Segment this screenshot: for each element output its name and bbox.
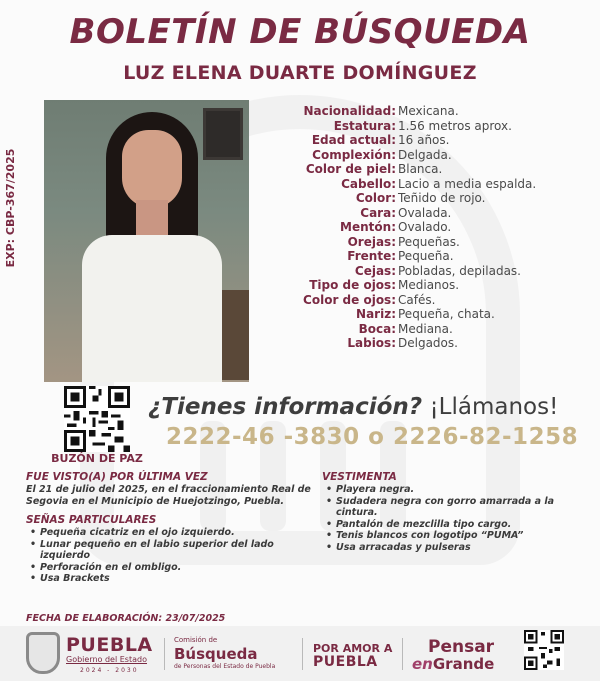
info-question-text: ¿Tienes información?	[148, 394, 423, 420]
busqueda-logo-text: Búsqueda	[174, 645, 258, 663]
detail-label: Cara:	[360, 205, 396, 220]
detail-row	[264, 206, 594, 221]
detail-value: Medianos.	[398, 278, 460, 292]
detail-row	[264, 307, 594, 322]
person-photo	[44, 100, 249, 382]
detail-label: Nariz:	[356, 307, 396, 321]
puebla-logo-text: PUEBLA	[66, 634, 153, 656]
gobierno-text: Gobierno del Estado	[66, 655, 147, 664]
list-item: • Usa arracadas y pulseras	[322, 542, 592, 554]
detail-value: Cafés.	[398, 292, 436, 307]
missing-person-name: LUZ ELENA DUARTE DOMÍNGUEZ	[123, 62, 477, 84]
busqueda-subtitle: de Personas del Estado de Puebla	[174, 663, 276, 670]
detail-row	[264, 322, 594, 337]
detail-value: Pequeña.	[398, 249, 454, 263]
gobierno-years: 2024 - 2030	[80, 667, 139, 674]
detail-label: Cabello:	[341, 176, 396, 191]
last-seen-section	[26, 471, 316, 508]
detail-row	[264, 133, 594, 148]
phone-numbers[interactable]: 2222-46 -3830 o 2226-82-1258	[166, 424, 579, 450]
photo-dress	[82, 235, 222, 382]
detail-row	[264, 264, 594, 279]
list-item: • Lunar pequeño en el labio superior del lado izquierdo	[26, 539, 316, 562]
list-item: • Perforación en el ombligo.	[26, 562, 316, 574]
list-item: • Usa Brackets	[26, 573, 316, 585]
detail-row	[264, 235, 594, 250]
detail-label: Complexión:	[312, 147, 396, 162]
detail-row	[264, 148, 594, 163]
call-us-text: ¡Llámanos!	[429, 394, 559, 420]
footer-divider	[164, 638, 165, 670]
detail-label: Color:	[355, 191, 396, 205]
detail-value: Ovalada.	[398, 205, 452, 220]
detail-value: Lacio a media espalda.	[398, 176, 537, 191]
detail-row	[264, 177, 594, 192]
detail-value: Pobladas, depiladas.	[398, 263, 521, 278]
detail-value: Delgada.	[398, 147, 452, 162]
detail-label: Mentón:	[340, 220, 396, 234]
last-seen-text: El 21 de julio del 2025, en el fraccionamiento Real de Segovia en el Municipio de Huejotzingo, Puebla.	[26, 484, 311, 507]
detail-row	[264, 191, 594, 206]
detail-label: Color de ojos:	[303, 292, 396, 307]
buzon-label: BUZÓN DE PAZ	[51, 452, 143, 465]
photo-face	[122, 130, 182, 208]
footer-divider	[402, 638, 403, 670]
detail-label: Frente:	[347, 249, 396, 263]
state-seal-icon	[26, 632, 60, 674]
detail-label: Tipo de ojos:	[309, 278, 396, 292]
detail-value: Mediana.	[398, 321, 453, 336]
detail-row	[264, 162, 594, 177]
detail-label: Orejas:	[347, 234, 396, 249]
por-amor-puebla-text: PUEBLA	[313, 654, 378, 670]
detail-row	[264, 336, 594, 351]
case-number: EXP: CBP-367/2025	[4, 148, 17, 268]
detail-row	[264, 249, 594, 264]
detail-label: Nacionalidad:	[303, 104, 396, 118]
clothing-section	[322, 471, 592, 553]
qr-code[interactable]	[64, 386, 130, 452]
detail-label: Labios:	[347, 336, 396, 350]
detail-label: Boca:	[358, 321, 396, 336]
detail-row	[264, 278, 594, 293]
detail-row	[264, 104, 594, 119]
detail-value: Pequeña, chata.	[398, 307, 495, 321]
detail-label: Estatura:	[333, 118, 396, 133]
detail-value: Delgados.	[398, 336, 458, 350]
last-seen-heading: FUE VISTO(A) POR ÚLTIMA VEZ	[26, 471, 208, 483]
list-item: • Sudadera negra con gorro amarrada a la cintura.	[322, 496, 592, 519]
list-item: • Playera negra.	[322, 484, 592, 496]
detail-label: Color de piel:	[305, 162, 396, 176]
photo-neck	[136, 200, 168, 240]
info-question	[148, 394, 588, 420]
list-item: • Pequeña cicatriz en el ojo izquierdo.	[26, 527, 316, 539]
detail-row	[264, 293, 594, 308]
en-grande-text	[412, 655, 494, 673]
detail-value: Pequeñas.	[398, 234, 460, 249]
distinguishing-marks-list	[26, 527, 316, 585]
wall-frame	[203, 108, 243, 160]
footer-qr-code[interactable]	[524, 630, 564, 670]
detail-label: Cejas:	[354, 263, 396, 278]
detail-value: 16 años.	[398, 133, 450, 147]
creation-date: FECHA DE ELABORACIÓN: 23/07/2025	[26, 613, 226, 624]
list-item: • Tenis blancos con logotipo “PUMA”	[322, 530, 592, 542]
physical-details	[264, 104, 594, 351]
grande-text: Grande	[432, 655, 495, 673]
detail-value: Blanca.	[398, 162, 443, 176]
pensar-text: Pensar	[428, 637, 495, 657]
detail-label: Edad actual:	[311, 133, 396, 147]
por-amor-text: POR AMOR A	[313, 642, 393, 655]
detail-row	[264, 119, 594, 134]
clothing-heading: VESTIMENTA	[322, 471, 397, 483]
detail-value: 1.56 metros aprox.	[398, 118, 512, 133]
detail-value: Mexicana.	[398, 104, 459, 118]
bulletin-title: BOLETÍN DE BÚSQUEDA	[69, 12, 531, 52]
detail-row	[264, 220, 594, 235]
distinguishing-marks-heading: SEÑAS PARTICULARES	[26, 514, 157, 526]
distinguishing-marks-section	[26, 514, 316, 585]
detail-value: Teñido de rojo.	[398, 191, 486, 205]
detail-value: Ovalado.	[398, 220, 452, 234]
footer-divider	[302, 638, 303, 670]
list-item: • Pantalón de mezclilla tipo cargo.	[322, 519, 592, 531]
clothing-list	[322, 484, 592, 553]
en-text: en	[412, 655, 433, 673]
comision-text: Comisión de	[174, 636, 218, 644]
